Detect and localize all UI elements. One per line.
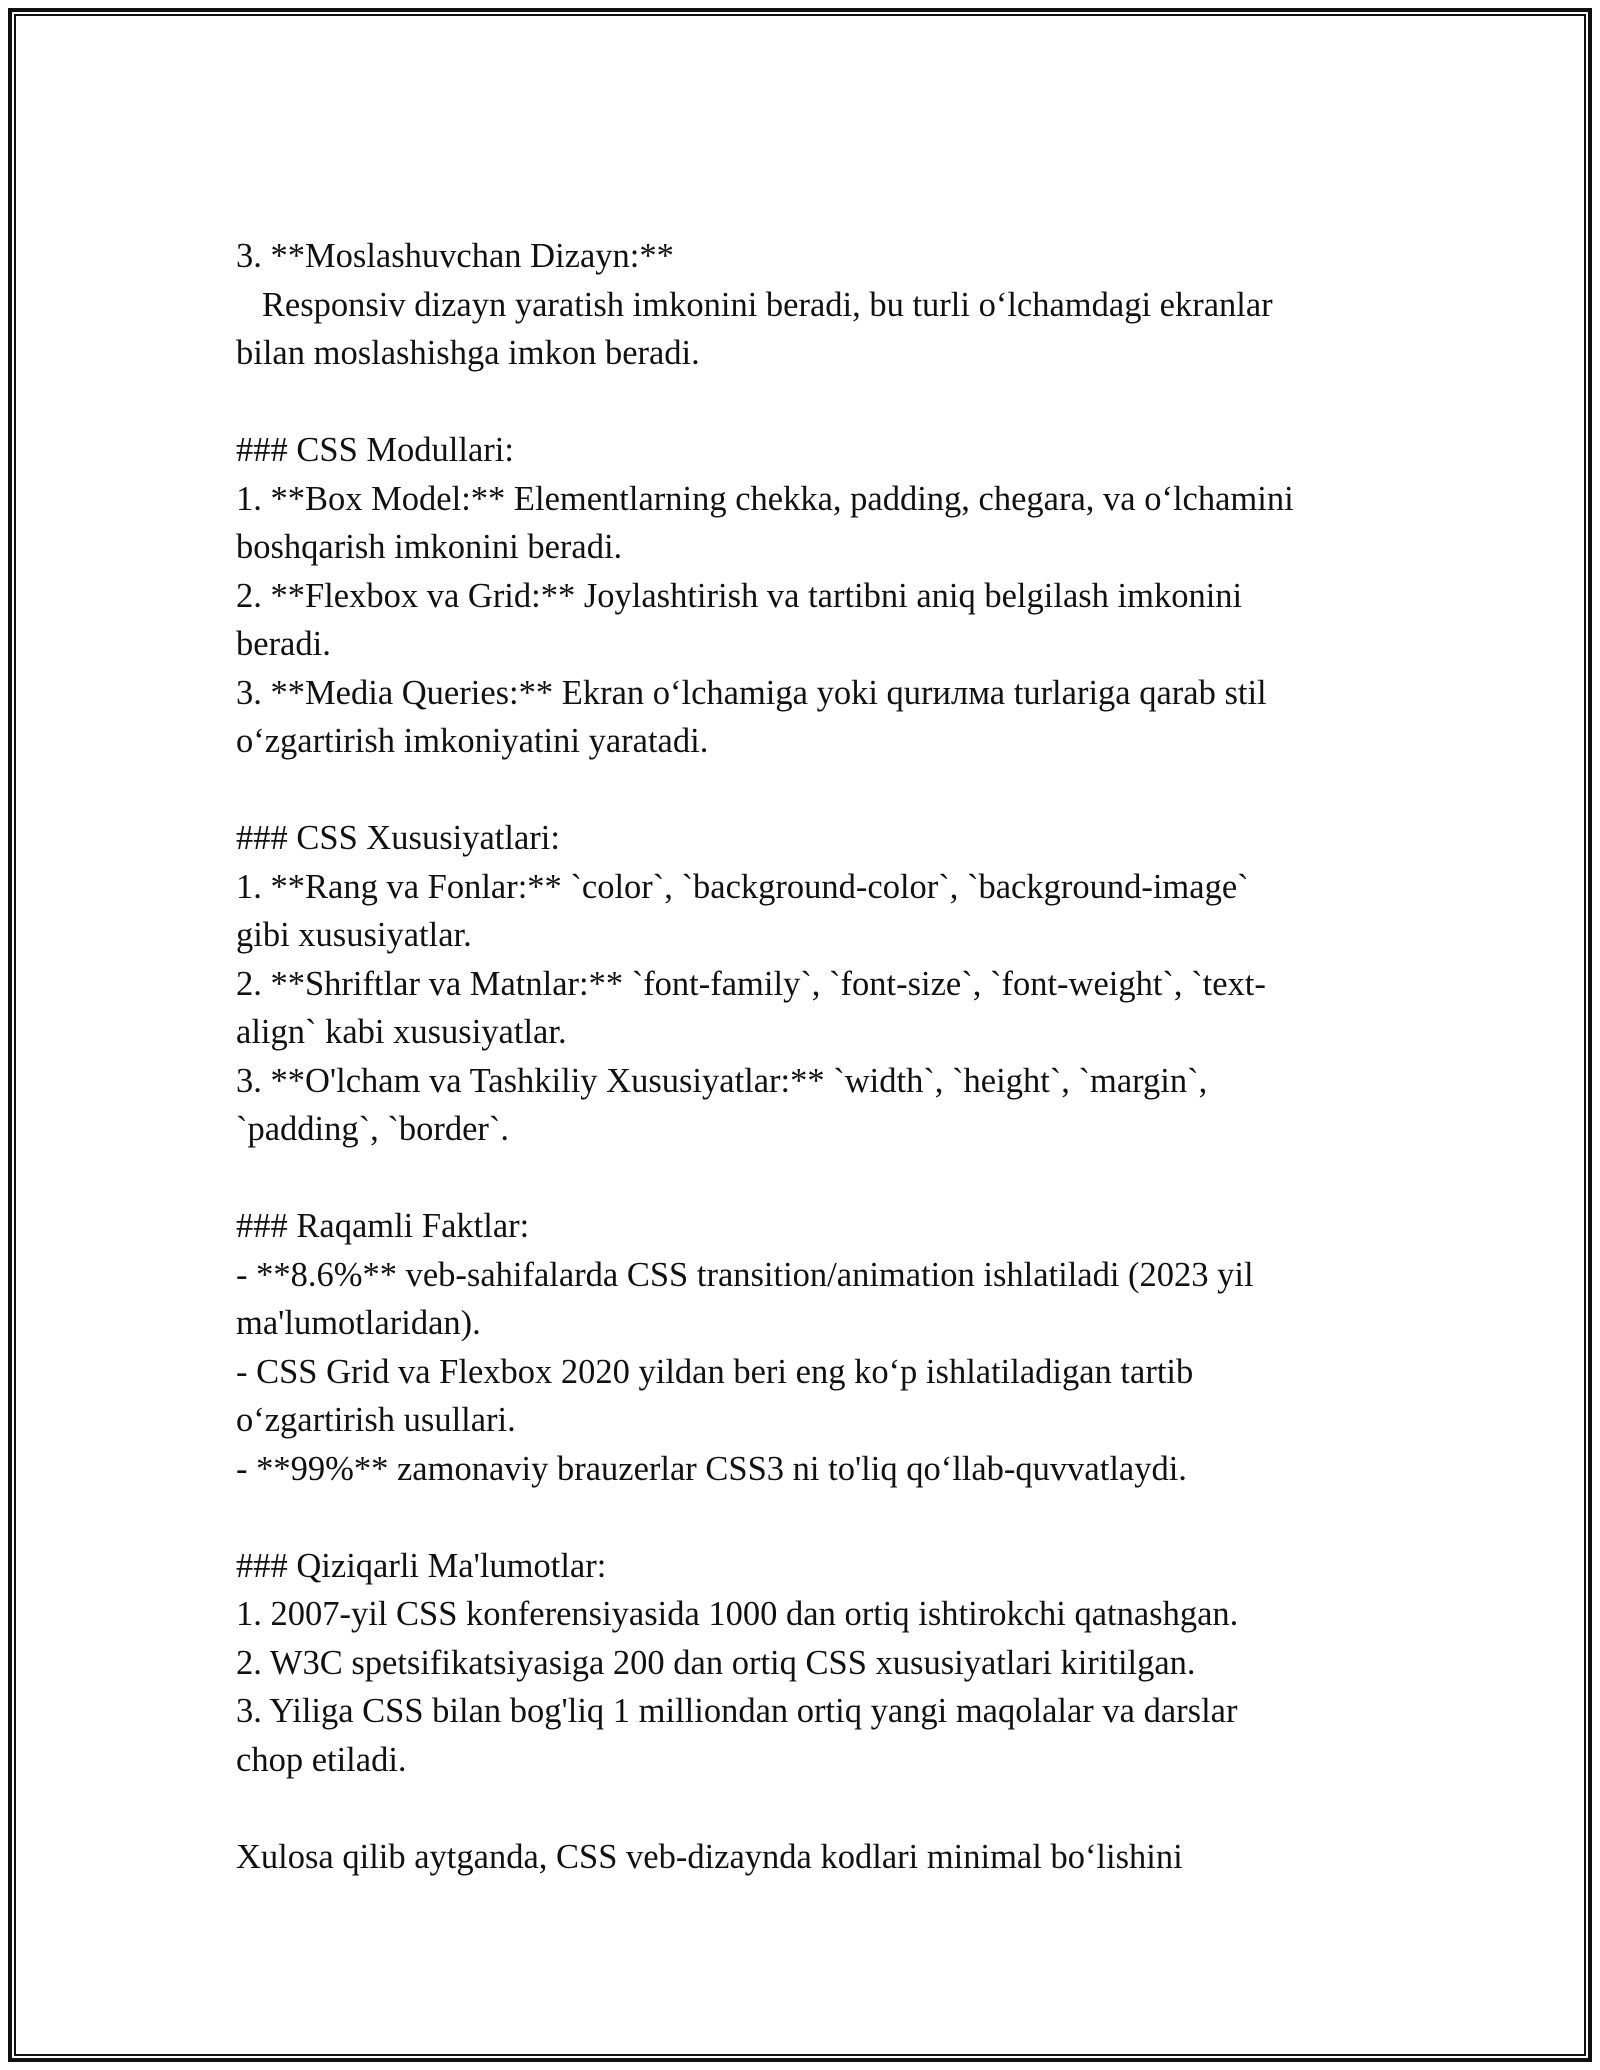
text-line: beradi.	[236, 625, 331, 663]
text-line: - **8.6%** veb-sahifalarda CSS transition/animation ishlatiladi (2023 yil	[236, 1255, 1254, 1294]
text-line: 1. 2007-yil CSS konferensiyasida 1000 dan ortiq ishtirokchi qatnashgan.	[236, 1595, 1239, 1633]
text-line: o‘zgartirish usullari.	[236, 1401, 516, 1439]
text-line: 2. **Shriftlar va Matnlar:** `font-family`, `font-size`, `font-weight`, `text-	[236, 964, 1266, 1003]
text-line: 2. **Flexbox va Grid:** Joylashtirish va tartibni aniq belgilash imkonini	[236, 576, 1243, 615]
section-heading: ### Qiziqarli Ma'lumotlar:	[236, 1546, 607, 1585]
text-line: boshqarish imkonini beradi.	[236, 528, 623, 566]
text-line: align` kabi xususiyatlar.	[236, 1013, 567, 1051]
text-line: chop etiladi.	[236, 1740, 407, 1779]
text-line: 1. **Rang va Fonlar:** `color`, `background-color`, `background-image`	[236, 867, 1249, 906]
text-line: 3. **O'lcham va Tashkiliy Xususiyatlar:** `width`, `height`, `margin`,	[236, 1061, 1208, 1100]
text-line: 3. **Moslashuvchan Dizayn:**	[236, 237, 674, 275]
text-line: o‘zgartirish imkoniyatini yaratadi.	[236, 722, 709, 760]
text-line: Responsiv dizayn yaratish imkonini beradi, bu turli o‘lchamdagi ekranlar	[236, 285, 1273, 324]
section-heading: ### CSS Xususiyatlari:	[236, 819, 560, 857]
blank-line	[236, 1154, 1376, 1203]
document-body	[236, 232, 1376, 1881]
text-line: ma'lumotlaridan).	[236, 1304, 481, 1342]
blank-line	[236, 766, 1376, 815]
blank-line	[236, 378, 1376, 427]
text-line: Xulosa qilib aytganda, CSS veb-dizaynda kodlari minimal bo‘lishini	[236, 1837, 1183, 1876]
section-heading: ### CSS Modullari:	[236, 431, 514, 469]
text-line: 3. **Media Queries:** Ekran o‘lchamiga yoki qurилма turlariga qarab stil	[236, 673, 1267, 712]
text-line: - CSS Grid va Flexbox 2020 yildan beri eng ko‘p ishlatiladigan tartib	[236, 1352, 1194, 1391]
section-heading: ### Raqamli Faktlar:	[236, 1207, 530, 1245]
text-line: 2. W3C spetsifikatsiyasiga 200 dan ortiq CSS xususiyatlari kiritilgan.	[236, 1643, 1196, 1682]
text-line: 1. **Box Model:** Elementlarning chekka, padding, chegara, va o‘lchamini	[236, 479, 1294, 518]
text-line: `padding`, `border`.	[236, 1110, 510, 1148]
text-line: bilan moslashishga imkon beradi.	[236, 334, 700, 372]
text-line: - **99%** zamonaviy brauzerlar CSS3 ni to'liq qo‘llab-quvvatlaydi.	[236, 1449, 1187, 1488]
text-line: gibi xususiyatlar.	[236, 916, 472, 954]
text-line: 3. Yiliga CSS bilan bog'liq 1 milliondan ortiq yangi maqolalar va darslar	[236, 1692, 1238, 1730]
blank-line	[236, 1493, 1376, 1542]
blank-line	[236, 1784, 1376, 1833]
